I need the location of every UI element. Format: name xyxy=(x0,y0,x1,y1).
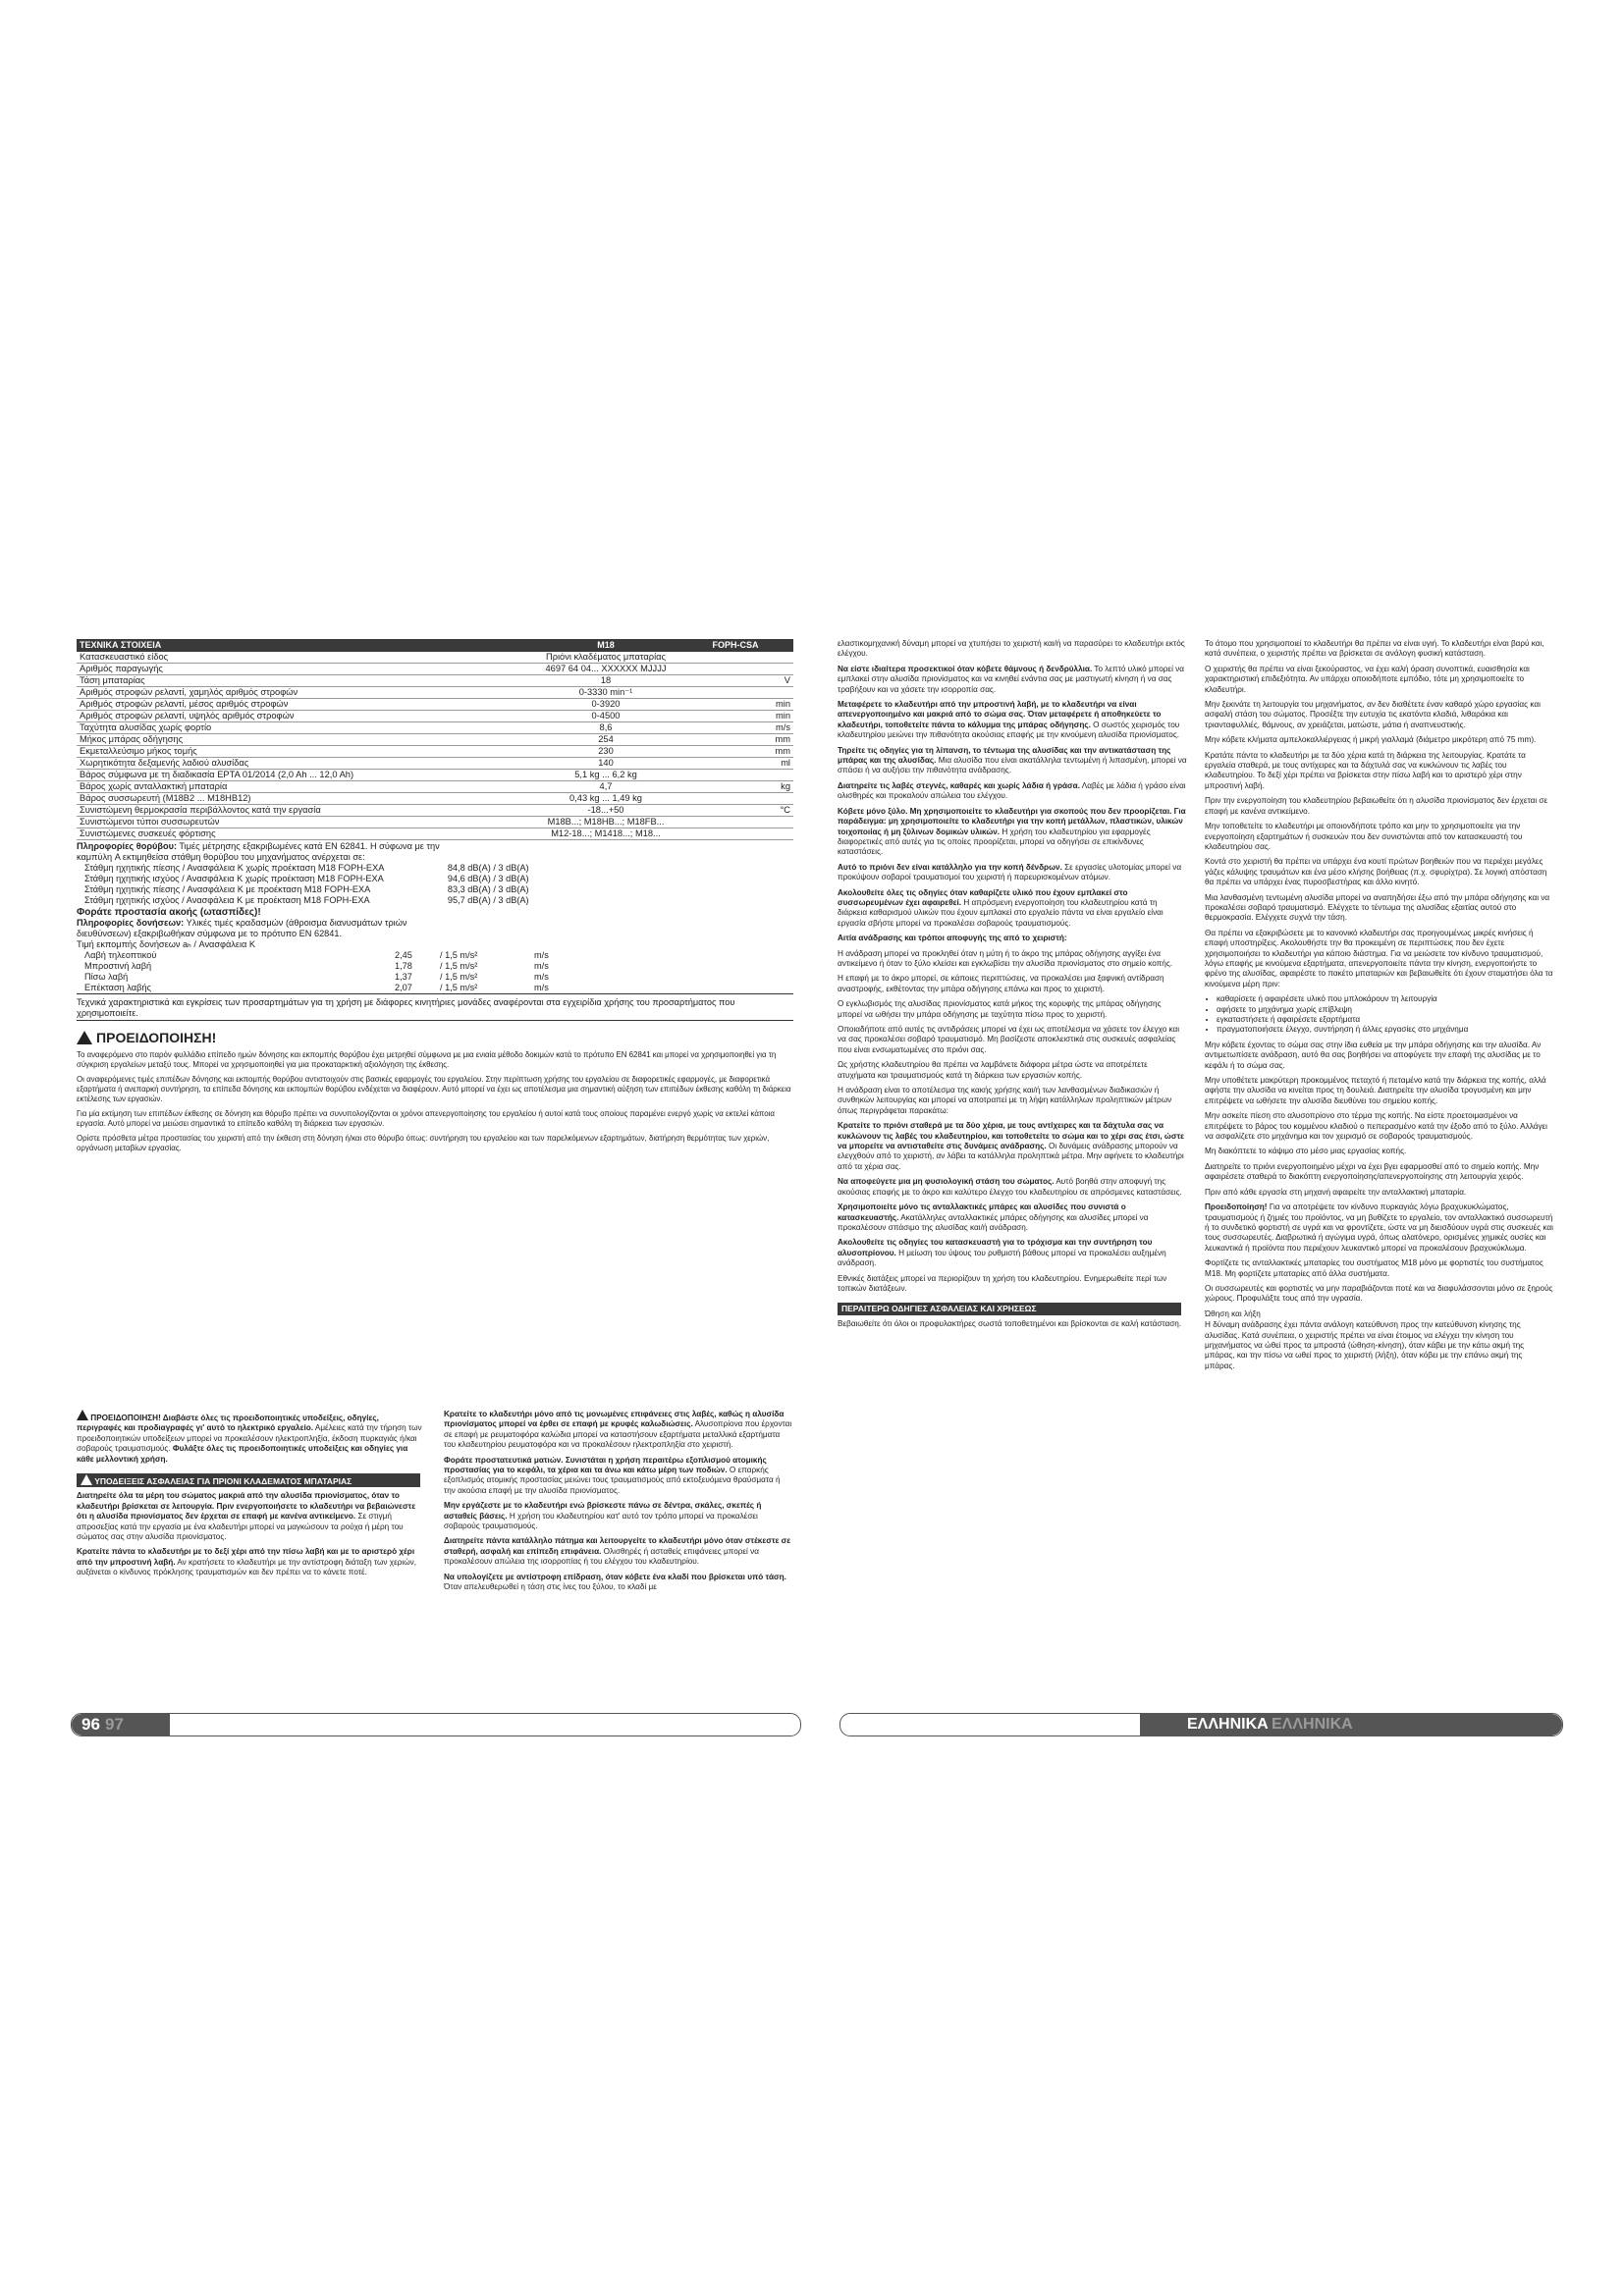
vibration-uncertainty: / 1,5 m/s² xyxy=(440,950,478,960)
noise-value: 83,3 dB(A) / 3 dB(A) xyxy=(447,884,529,894)
noise-row xyxy=(77,874,548,884)
vibration-label: Λαβή τηλεοπτικού xyxy=(84,950,157,960)
spec-row xyxy=(77,734,793,746)
spec-label: Αριθμός στροφών ρελαντί, μέσος αριθμός στροφών xyxy=(77,699,534,711)
vibration-value: 2,45 xyxy=(395,950,412,960)
warning-title: ΠΡΟΕΙΔΟΠΟΙΗΣΗ! xyxy=(96,1029,217,1045)
spec-row xyxy=(77,805,793,817)
spec-label: Κατασκευαστικό είδος xyxy=(77,652,534,664)
vibration-row xyxy=(77,972,793,983)
vibration-value: 1,78 xyxy=(395,961,412,971)
right-page xyxy=(838,639,1554,1370)
spec-label: Αριθμός στροφών ρελαντί, χαμηλός αριθμός στροφών xyxy=(77,687,534,699)
safety-paragraph: Μην κόβετε κλήματα αμπελοκαλλιέργειας ή μικρή γιαλλαμά (διάμετρο μικρότερη από 75 mm). xyxy=(1205,735,1537,745)
spec-unit: mm xyxy=(677,734,793,746)
noise-value: 84,8 dB(A) / 3 dB(A) xyxy=(447,863,529,873)
spec-unit: min xyxy=(677,711,793,722)
left-page xyxy=(77,639,793,1592)
noise-block xyxy=(77,841,793,1021)
safety-paragraph: Εθνικές διατάξεις μπορεί να περιορίζουν τη χρήση του κλαδευτηρίου. Ενημερωθείτε περί των τοπικών διατάξεων. xyxy=(838,1273,1167,1293)
spec-value: 0-4500 xyxy=(534,711,677,722)
noise-row xyxy=(77,863,548,874)
vibration-unit: m/s xyxy=(534,961,549,971)
maintenance-bullet-list xyxy=(1205,994,1554,1036)
safety-paragraph: Κρατάτε πάντα το κλαδευτήρι με τα δύο χέρια κατά τη διάρκεια της λειτουργίας. Κρατάτε τα εργαλεία σταθερά, με τους αντίχειρες και τα δάχτυλά σας να κυκλώνουν τις λαβές του κλαδευτηρίου. Το δεξί χέρι πρέπει να βρίσκεται στην πίσω λαβή και το αριστερό χέρι στην μπροστινή λαβή. xyxy=(1205,750,1526,790)
spec-value: 5,1 kg ... 6,2 kg xyxy=(534,770,677,781)
vibration-intro: Υλικές τιμές κραδασμών (άθροισμα διανυσμάτων τριών διευθύνσεων) εξακριβωθήκαν σύμφωνα με το πρότυπο EN 62841. xyxy=(77,918,407,938)
spec-row xyxy=(77,817,793,828)
vibration-uncertainty: / 1,5 m/s² xyxy=(437,983,531,994)
spec-unit: °C xyxy=(677,805,793,817)
noise-value: 94,6 dB(A) / 3 dB(A) xyxy=(447,874,529,883)
vibration-title: Πληροφορίες δονήσεων: xyxy=(77,918,185,928)
spec-unit: kg xyxy=(677,781,793,793)
spec-footnote: Τεχνικά χαρακτηριστικά και εγκρίσεις των προσαρτημάτων για τη χρήση με διάφορες κινητήριες μονάδες αναφέρονται στα εγχειρίδια χρήσης του προσαρτήματος που χρησιμοποιείτε. xyxy=(77,997,793,1021)
spec-row xyxy=(77,758,793,770)
spec-unit xyxy=(677,817,793,828)
spec-unit xyxy=(677,664,793,675)
spec-value: 254 xyxy=(534,734,677,746)
spec-unit: ml xyxy=(677,758,793,770)
vibration-unit: m/s xyxy=(534,972,549,982)
vibration-label: Επέκταση λαβής xyxy=(77,983,392,994)
page-number-badge xyxy=(72,1714,170,1735)
safety-column-d xyxy=(838,639,1187,1334)
spec-value: 140 xyxy=(534,758,677,770)
warning-paragraph: Ορίστε πρόσθετα μέτρα προστασίας του χειριστή από την έκθεση στη δόνηση ή/και στο θόρυβο όπως: συντήρηση του εργαλείου και των παρελκόμενων εξαρτημάτων, διατήρηση θερμότητας των χεριών, οργάνωση μεταβίων εργασίας. xyxy=(77,1134,770,1152)
safety-paragraph: Τηρείτε τις οδηγίες για τη λίπανση, το τέντωμα της αλυσίδας και την αντικατάσταση της μπάρας και της αλυσίδας. Μια αλυσίδα που είναι ακατάλληλα τεντωμένη ή λιπασμένη, μπορεί να σπάσει ή να αυξήσει την πιθανότητα ανάδρασης. xyxy=(838,745,1187,775)
vibration-uncertainty: / 1,5 m/s² xyxy=(440,961,478,971)
safety-paragraph: Προειδοποίηση! Για να αποτρέψετε τον κίνδυνο πυρκαγιάς λόγω βραχυκυκλώματος, τραυματισμούς ή ζημιές του προϊόντος, να μη βυθίζετε το εργαλείο, τον ανταλλακτικό συσσωρευτή ή το συνδετικό φορτιστή σε υγρά και να φροντίζετε, ώστε να μη διεισδύουν υγρά στις συσκευές και τους συσσωρευτές. Διαβρωτικά ή αγώγιμα υγρά, όπως αλατόνερο, ορισμένες χημικές ουσίες και λευκαντικά ή προϊόντα που περιέχουν λευκαντικό μπορεί να προκαλέσουν βραχυκύκλωμα. xyxy=(1205,1202,1553,1253)
spec-label: Συνιστώμενες συσκευές φόρτισης xyxy=(77,828,534,840)
spec-value: 230 xyxy=(534,746,677,758)
noise-value: 95,7 dB(A) / 3 dB(A) xyxy=(447,895,529,905)
noise-label: Στάθμη ηχητικής πίεσης / Ανασφάλεια K χωρίς προέκταση M18 FOPH-EXA xyxy=(84,863,385,873)
kickback-heading: Αιτία ανάδρασης και τρόποι αποφυγής της από το χειριστή: xyxy=(838,934,1067,943)
safety-paragraph: Κρατείτε το κλαδευτήρι μόνο από τις μονωμένες επιφάνειες στις λαβές, καθώς η αλυσίδα πριονίσματος μπορεί να έρθει σε επαφή με κρυφές καλωδιώσεις. Αλυσοπρίονα που έρχονται σε επαφή με ρευματοφόρα καλώδια μπορεί να καταστήσουν εξαρτήματα μεταλλικά εξαρτήματα του κλαδευτηρίου ρευματοφόρα και να προκαλέσουν ηλεκτροπληξία στο χειριστή. xyxy=(444,1410,792,1450)
vibration-table xyxy=(77,950,793,994)
warning-paragraph: Για μία εκτίμηση των επιπέδων έκθεσης σε δόνηση και θόρυβο πρέπει να συνυπολογίζονται οι χρόνοι απενεργοποίησης του εργαλείου ή αυτοί κατά τους οποίους παραμένει ενεργό χωρίς να εκτελεί κάποια εργασία. Αυτό μπορεί να μειώσει σημαντικά το επίπεδο καθόλη τη διάρκεια των εργασιών. xyxy=(77,1109,775,1128)
safety-paragraph: Ως χρήστης κλαδευτηρίου θα πρέπει να λαμβάνετε διάφορα μέτρα ώστε να αποτρέπετε ατυχήματα και τραυματισμούς κατά τη διάρκεια των εργασιών κοπής. xyxy=(838,1060,1148,1080)
vibration-label: Μπροστινή λαβή xyxy=(84,961,152,971)
spec-row xyxy=(77,711,793,722)
noise-title: Πληροφορίες θορύβου: xyxy=(77,841,178,851)
vibration-unit: m/s xyxy=(534,950,549,960)
spec-label: Ταχύτητα αλυσίδας χωρίς φορτίο xyxy=(77,722,534,734)
vibration-row xyxy=(77,983,793,994)
spec-value: M12-18...; M1418...; M18... xyxy=(534,828,677,840)
safety-paragraph: Πριν την ενεργοποίηση του κλαδευτηρίου βεβαιωθείτε ότι η αλυσίδα πριονίσματος δεν έρχεται σε επαφή με κανένα αντικείμενο. xyxy=(1205,796,1548,816)
spec-row xyxy=(77,652,793,664)
safety-paragraph: Βεβαιωθείτε ότι όλοι οι προφυλακτήρες σωστά τοποθετημένοι και βρίσκονται σε καλή κατάσταση. xyxy=(838,1318,1182,1328)
safety-paragraph: Η επαφή με το άκρο μπορεί, σε κάποιες περιπτώσεις, να προκαλέσει μια ξαφνική αντίδραση αναστροφής, εκθέτοντας την μπάρα οδήγησης επάνω και προς το χειριστή. xyxy=(838,974,1164,993)
safety-paragraph: ελαστικομηχανική δύναμη μπορεί να χτυπήσει το χειριστή και/ή να παρασύρει το κλαδευτήρι εκτός ελέγχου. xyxy=(838,639,1185,659)
list-item: • αφήσετε το μηχάνημα χωρίς επίβλεψη xyxy=(1217,1005,1554,1015)
vibration-value: 1,37 xyxy=(395,972,412,982)
spec-unit: V xyxy=(677,675,793,687)
safety-paragraph: Μην τοποθετείτε το κλαδευτήρι με οποιονδήποτε τρόπο και μην το χρησιμοποιείτε για την ενεργοποίηση εξαρτημάτων ή συσκευών που δεν συνιστώνται από τον κατασκευαστή του κλαδευτηρίου σας. xyxy=(1205,822,1523,851)
safety-column-b xyxy=(77,1410,426,1583)
spec-column xyxy=(77,639,793,1158)
general-warning-paragraph: ΠΡΟΕΙΔΟΠΟΙΗΣΗ! Διαβάστε όλες τις προειδοποιητικές υποδείξεις, οδηγίες, περιγραφές και προδιαγραφές γι' αυτό το ηλεκτρικό εργαλείο. Αμέλειες κατά την τήρηση των προειδοποιητικών υποδείξεων μπορεί να προκαλέσουν ηλεκτροπληξία, έκδοση πυρκαγιάς ή/και σοβαρούς τραυματισμούς. Φυλάξτε όλες τις προειδοποιητικές υποδείξεις και οδηγίες για κάθε μελλοντική χρήση. xyxy=(77,1410,426,1465)
language-label-ghost: ΕΛΛΗΝΙΚΑ xyxy=(1272,1716,1353,1733)
spec-value: 0-3920 xyxy=(534,699,677,711)
safety-paragraph: Κρατείτε το πριόνι σταθερά με τα δύο χέρια, με τους αντίχειρες και τα δάχτυλα σας να κυκλώνουν τις λαβές του κλαδευτηρίου, και τοποθετείτε το σώμα και το χέρι σας έτσι, ώστε να μπορείτε να αντισταθείτε στις δυνάμεις ανάδρασης. Οι δυνάμεις ανάδρασης μπορούν να ελεγχθούν από το χειριστή, αν λάβει τα κατάλληλα προληπτικά μέτρα. Μην αφήνετε το κλαδευτήρι από τα χέρια σας. xyxy=(838,1121,1184,1171)
spec-label: Συνιστώμενη θερμοκρασία περιβάλλοντος κατά την εργασία xyxy=(77,805,534,817)
spec-header-row xyxy=(77,639,793,652)
safety-paragraph: Μια λανθασμένη τεντωμένη αλυσίδα μπορεί να αναπηδήσει έξω από την μπάρα οδήγησης και να προκαλέσει σοβαρό τραυματισμό. Ελέγχετε το τέντωμα της αλυσίδας εξαιτίας αυτού στο θερμοκρασία. Ελέγχετε συχνά την τάση. xyxy=(1205,892,1550,923)
spec-value: 0,43 kg ... 1,49 kg xyxy=(534,793,677,805)
safety-paragraph: Κοντά στο χειριστή θα πρέπει να υπάρχει ένα κουτί πρώτων βοηθειών που να περιέχει μεγάλες γάζες κάλυψης τραυμάτων και ένα μέσο κλήσης βοήθειας (π.χ. σφυρίχτρα). Σε λογική απόσταση θα πρέπει να υπάρχει ένας πυροσβεστήρας και άλλο κινητό. xyxy=(1205,857,1547,887)
spec-label: Αριθμός στροφών ρελαντί, υψηλός αριθμός στροφών xyxy=(77,711,534,722)
safety-paragraph: Κόβετε μόνο ξύλο. Μη χρησιμοποιείτε το κλαδευτήρι για σκοπούς που δεν προορίζεται. Για παράδειγμα: μη χρησιμοποιείτε το κλαδευτήρι για την κοπή μετάλλων, πλαστικών, υλικών τοιχοποιίας ή μη ξύλινων δομικών υλικών. Η χρήση του κλαδευτηρίου για εφαρμογές διαφορετικές από αυτές για τις οποίες προορίζεται, μπορεί να οδηγήσει σε επικίνδυνες καταστάσεις. xyxy=(838,806,1186,857)
noise-table xyxy=(77,863,548,906)
spec-label: Μήκος μπάρας οδήγησης xyxy=(77,734,534,746)
language-badge xyxy=(1140,1714,1562,1735)
spec-unit xyxy=(677,687,793,699)
spec-label: Αριθμός παραγωγής xyxy=(77,664,534,675)
vibration-value: 2,07 xyxy=(392,983,437,994)
spec-label: Χωρητικότητα δεξαμενής λαδιού αλυσίδας xyxy=(77,758,534,770)
kickback-heading: Ώθηση και λήξη xyxy=(1205,1308,1261,1318)
spec-value: 4697 64 04... XXXXXX MJJJJ xyxy=(534,664,677,675)
safety-paragraph: Αυτό το πριόνι δεν είναι κατάλληλο για την κοπή δένδρων. Σε εργασίες υλοτομίας μπορεί να προκύψουν σοβαροί τραυματισμοί του χειριστή ή παρευρισκομένων ατόμων. xyxy=(838,862,1182,882)
spec-label: Συνιστώμενοι τύποι συσσωρευτών xyxy=(77,817,534,828)
safety-paragraph: Διατηρείτε πάντα κατάλληλο πάτημα και λειτουργείτε το κλαδευτήρι μόνο όταν στέκεστε σε σταθερή, ασφαλή και επίπεδη επιφάνεια. Ολισθηρές ή ασταθείς επιφάνειες μπορεί να προκαλέσουν απώλεια της ισορροπίας ή του ελέγχου του κλαδευτηρίου. xyxy=(444,1536,791,1567)
noise-intro: Τιμές μέτρησης εξακριβωμένες κατά EN 62841. Η σύφωνα με την καμπύλη A εκτιμηθείσα στάθμη θορύβου του μηχανήματος ανέρχεται σε: xyxy=(77,841,440,862)
noise-row xyxy=(77,884,548,895)
right-footer-bar xyxy=(839,1713,1563,1736)
warning-paragraph: Οι αναφερόμενες τιμές επιπέδων δόνησης και εκπομπής θορύβου αντιστοιχούν στις βασικές εφαρμογές του εργαλείου. Στην περίπτωση χρήσης του εργαλείου σε διαφορετικές εφαρμογές, με διαφορετικά εξαρτήματα ή ανεπαρκή συντήρηση, τα επίπεδα δόνησης και εκπομπών θορύβου ενδέχεται να διαφέρουν. Αυτό μπορεί να έχει ως αποτέλεσμα μια σημαντική αύξηση των επιπέδων έκθεσης καθόλη τη διάρκεια εκτέλεσης των εργασιών. xyxy=(77,1075,791,1103)
vibration-label: Πίσω λαβή xyxy=(84,972,129,982)
page-number-ghost: 97 xyxy=(105,1715,124,1734)
warning-triangle-icon xyxy=(77,1031,92,1044)
spec-unit xyxy=(677,828,793,840)
page-number: 96 xyxy=(81,1715,100,1734)
safety-paragraph: Θα πρέπει να εξακριβώσετε με το κανονικό κλαδευτήρι σας προηγουμένως μικρές κινήσεις ή επαφή υποστηρίξεις. Ακολουθήστε την θα προκειμένη σε περιπτώσεις που δεν έχετε χρησιμοποιήσει το κλαδευτήρι για κάποιο διάστημα. Για να μειώσετε τον κίνδυνο τραυματισμού, λόγω επαφής με κινούμενα εξαρτήματα, απενεργοποιείτε πάντα την κίνηση, ενεργοποιήστε το φρένο της αλυσίδας, αφαιρέστε το πακέτο μπαταριών και βεβαιωθείτε ότι έχουν σταματήσει όλα τα κινούμενα μέρη πριν: xyxy=(1205,928,1553,988)
safety-paragraph: Διατηρείτε όλα τα μέρη του σώματος μακριά από την αλυσίδα πριονίσματος, όταν το κλαδευτήρι βρίσκεται σε λειτουργία. Πριν ενεργοποιήσετε το κλαδευτήρι να βεβαιώνεστε ότι η αλυσίδα πριονίσματος δεν έρχεται σε επαφή με κανένα αντικείμενο. Σε στιγμή απροσεξίας κατά την εργασία με ένα κλαδευτήρι μπορεί να μαγκώσουν τα ρούχα ή μέρη του σώματος σας στην αλυσίδα πριονίσματος. xyxy=(77,1491,416,1542)
safety-paragraph: Φορτίζετε τις ανταλλακτικές μπαταρίες του συστήματος M18 μόνο με φορτιστές του συστήματος M18. Μη φορτίζετε μπαταρίες από άλλα συστήματα. xyxy=(1205,1258,1543,1278)
ear-protection-note: Φοράτε προστασία ακοής (ωτασπίδες)! xyxy=(77,907,261,918)
spec-value: -18...+50 xyxy=(534,805,677,817)
safety-paragraph: Μην ξεκινάτε τη λειτουργία του μηχανήματος, αν δεν διαθέτετε έναν καθαρό χώρο εργασίας και ασφαλή στάση του σώματος. Προσέξτε την ευτυχία τις εκατόντα κλαδιά, λιθαράκια και τριανταφυλλιές, θάμνους, αν χρειάζεται, ματώστε, μάτια ή αναπνευστικής. xyxy=(1205,700,1541,729)
spec-unit: mm xyxy=(677,746,793,758)
section-heading-safety: ΥΠΟΔΕΙΞΕΙΣ ΑΣΦΑΛΕΙΑΣ ΓΙΑ ΠΡΙΟΝΙ ΚΛΑΔΕΜΑΤΟΣ ΜΠΑΤΑΡΙΑΣ xyxy=(77,1473,420,1487)
safety-paragraph: Φοράτε προστατευτικά ματιών. Συνιστάται η χρήση περαιτέρω εξοπλισμού ατομικής προστασίας για το κεφάλι, τα χέρια και τα άνω και κάτω μέρη των ποδιών. Ο επαρκής εξοπλισμός ατομικής προστασίας μειώνει τους τραυματισμούς από εκτοξευόμενα θραύσματα ή την ακούσια επαφή με την αλυσίδα πριονίσματος. xyxy=(444,1455,781,1495)
safety-paragraph: Μη διακόπτετε το κάψιμο στο μέσο μιας εργασίας κοπής. xyxy=(1205,1147,1407,1156)
safety-column-e xyxy=(1205,639,1554,1376)
language-label: ΕΛΛΗΝΙΚΑ xyxy=(1187,1716,1269,1733)
spec-value: 18 xyxy=(534,675,677,687)
safety-paragraph: Η ανάδραση μπορεί να προκληθεί όταν η μύτη ή το άκρο της μπάρας οδήγησης αγγίξει ένα αντικείμενο ή όταν το ξύλο κλείσει και εγκλωβίσει την αλυσίδα πριονίσματος στο σημείο κοπής. xyxy=(838,948,1173,968)
warning-heading xyxy=(77,1031,793,1044)
safety-paragraph: Διατηρείτε τις λαβές στεγνές, καθαρές και χωρίς λάδια ή γράσα. Λαβές με λάδια ή γράσο είναι ολισθηρές και προκαλούν απώλεια του ελέγχου. xyxy=(838,780,1186,801)
vibration-unit: m/s xyxy=(531,983,793,994)
safety-paragraph: Ο χειριστής θα πρέπει να είναι ξεκούραστος, να έχει καλή όραση συνοπτικά, ευαισθησία και χαρακτηριστική επιδεξιότητα. Αν υπάρχει οποιοδήποτε εμπόδιο, τότε μη χρησιμοποιείτε το κλαδευτήρι. xyxy=(1205,664,1530,694)
safety-paragraph: Μην κόβετε έχοντας το σώμα σας στην ίδια ευθεία με την μπάρα οδήγησης και την αλυσίδα. Αν αντιμετωπίσετε ανάδραση, αυτό θα σας βοηθήσει να αποφύγετε την επαφή της αλυσίδας με το κεφάλι ή το σώμα σας. xyxy=(1205,1040,1542,1070)
safety-paragraph: Χρησιμοποιείτε μόνο τις ανταλλακτικές μπάρες και αλυσίδες που συνιστά ο κατασκευαστής. Ακατάλληλες ανταλλακτικές μπάρες οδήγησης και αλυσίδες μπορεί να προκαλέσουν σπάσιμο της αλυσίδας και/ή ανάδραση. xyxy=(838,1202,1149,1232)
safety-paragraph: Να αποφεύγετε μια μη φυσιολογική στάση του σώματος. Αυτό βοηθά στην αποφυγή της ακούσιας επαφής με το άκρο και καλύτερο έλεγχο του κλαδευτηρίου σε απρόσμενες καταστάσεις. xyxy=(838,1177,1182,1197)
spec-header-variant: FOPH-CSA xyxy=(677,639,793,652)
warning-paragraph: Το αναφερόμενο στο παρόν φυλλάδιο επίπεδο ημών δόνησης και εκπομπής θορύβου έχει μετρηθεί σύμφωνα με μια ενιαία μέθοδο δοκιμών κατά το πρότυπο EN 62841 και μπορεί να χρησιμοποιηθεί για τη σύγκριση εργαλείων μεταξύ τους. Μπορεί να χρησιμοποιηθεί για μια προκαταρκτική αξιολόγηση της έκθεσης. xyxy=(77,1050,777,1069)
safety-paragraph: Να υπολογίζετε με αντίστροφη επίδραση, όταν κόβετε ένα κλαδί που βρίσκεται υπό τάση. Όταν απελευθερωθεί η τάση στις ίνες του ξύλου, το κλαδί με xyxy=(444,1572,786,1592)
list-item: • εγκαταστήσετε ή αφαιρέσετε εξαρτήματα xyxy=(1217,1015,1554,1025)
spec-label: Βάρος συσσωρευτή (M18B2 ... M18HB12) xyxy=(77,793,534,805)
spec-row xyxy=(77,770,793,781)
spec-value: M18B...; M18HB...; M18FB... xyxy=(534,817,677,828)
section-heading-further-safety: ΠΕΡΑΙΤΕΡΩ ΟΔΗΓΙΕΣ ΑΣΦΑΛΕΙΑΣ ΚΑΙ ΧΡΗΣΕΩΣ xyxy=(838,1303,1181,1314)
safety-paragraph: Το άτομο που χρησιμοποιεί το κλαδευτήρι θα πρέπει να είναι υγιή. Το κλαδευτήρι είναι βαρύ και, κατά συνέπεια, ο χειριστής πρέπει να βρίσκεται σε ανάλογη φυσική κατάσταση. xyxy=(1205,639,1544,659)
safety-paragraph: Διατηρείτε το πριόνι ενεργοποιημένο μέχρι να έχει βγει εφαρμοσθεί από το σημείο κοπής. Μην αφαιρέσετε σταθερά το διακόπτη ενεργοποίησης/απενεργοποίησης στη λειτουργία χειρός. xyxy=(1205,1161,1540,1182)
spec-row xyxy=(77,664,793,675)
list-item: • καθαρίσετε ή αφαιρέσετε υλικό που μπλοκάρουν τη λειτουργία xyxy=(1217,994,1554,1004)
safety-paragraph: Η δύναμη ανάδρασης έχει πάντα ανάλογη κατεύθυνση προς την κατεύθυνση κίνησης της αλυσίδας. Κατά συνέπεια, ο χειριστής πρέπει να είναι έτοιμος να ελέγχει την κίνηση του μηχανήματος να ώθεί προς τα μπροστά (ώθηση-κίνηση), όταν κάβει με την κάτω ακμή της μπάρας, και την πίσω να ωθεί προς το χειριστή (λήξη), όταν κόβει με την επάνω ακμή της μπάρας. xyxy=(1205,1320,1525,1370)
spec-unit: min xyxy=(677,699,793,711)
spec-label: Εκμεταλλεύσιμο μήκος τομής xyxy=(77,746,534,758)
safety-paragraph: Να είστε ιδιαίτερα προσεκτικοί όταν κόβετε θάμνους ή δενδρύλλια. Το λεπτό υλικό μπορεί να εμπλακεί στην αλυσίδα πριονίσματος και να κινηθεί ενάντια σας με μαστιγωτή κίνηση ή να σας τραβήξουν και να χάσετε την ισορροπία σας. xyxy=(838,664,1185,694)
noise-label: Στάθμη ηχητικής ισχύος / Ανασφάλεια K χωρίς προέκταση M18 FOPH-EXA xyxy=(84,874,384,883)
left-footer-bar xyxy=(71,1713,801,1736)
warning-triangle-icon xyxy=(81,1474,92,1485)
spec-table xyxy=(77,639,793,840)
spec-value: 4,7 xyxy=(534,781,677,793)
spec-header-title: ΤΕΧΝΙΚΑ ΣΤΟΙΧΕΙΑ xyxy=(77,639,534,652)
safety-paragraph: Μεταφέρετε το κλαδευτήρι από την μπροστινή λαβή, με το κλαδευτήρι να είναι απενεργοποιημένο και μακριά από το σώμα σας. Όταν μεταφέρετε ή αποθηκεύετε το κλαδευτήρι, τοποθετείτε πάντα το κάλυμμα της μπάρας οδήγησης. Ο σωστός χειρισμός του κλαδευτηρίου μειώνει την πιθανότητα ακούσιας επαφής με την κινούμενη αλυσίδα πριονίσματος. xyxy=(838,700,1180,740)
safety-paragraph: Οι συσσωρευτές και φορτιστές να μην παραβιάζονται ποτέ και να διαφυλάσσονται μόνο σε ξηρούς χώρους. Προφυλάξτε τους από την υγρασία. xyxy=(1205,1283,1553,1304)
noise-row xyxy=(77,895,548,906)
spec-label: Βάρος σύμφωνα με τη διαδικασία EPTA 01/2014 (2,0 Ah ... 12,0 Ah) xyxy=(77,770,534,781)
safety-paragraph: Μην υποθέτετε μακρύτερη προκομμένος πεταχτό ή πεταμένο κατά την διάρκεια της κοπής, αλλά αφήστε την αλυσίδα να κινείται προς τη δουλειά. Διατηρείτε την αλυσίδα τρογυσμένη και μην επιτρέψετε να ωθήσετε την αλυσίδα διευθύνει του σημείου κοπής. xyxy=(1205,1076,1546,1105)
spec-row xyxy=(77,699,793,711)
spec-row xyxy=(77,746,793,758)
spec-label: Βάρος χωρίς ανταλλακτική μπαταρία xyxy=(77,781,534,793)
spec-unit xyxy=(677,652,793,664)
safety-paragraph: Μην ασκείτε πίεση στο αλυσοπρίονο στο τέρμα της κοπής. Να είστε προετοιμασμένοι να επιτρέψετε το βάρος του κομμένου κλαδιού ο πεπερασμένο κατά την έξοδο από το ξύλο. Αλλάγει να ασφαλίζετε στο μηχάνημα και τον χειρισμό σε σοβαρούς τραυματισμούς. xyxy=(1205,1111,1548,1142)
vibration-uncertainty: / 1,5 m/s² xyxy=(440,972,478,982)
spec-row xyxy=(77,781,793,793)
spec-header-model: M18 xyxy=(534,639,677,652)
spec-row xyxy=(77,828,793,840)
spec-row xyxy=(77,675,793,687)
vibration-subtitle: Τιμή εκπομπής δονήσεων aₕ / Ανασφάλεια K xyxy=(77,939,256,949)
spec-row xyxy=(77,793,793,805)
vibration-row xyxy=(77,950,793,961)
safety-paragraph: Πριν από κάθε εργασία στη μηχανή αφαιρείτε την ανταλλακτική μπαταρία. xyxy=(1205,1187,1467,1197)
safety-paragraph: Κρατείτε πάντα το κλαδευτήρι με το δεξί χέρι από την πίσω λαβή και με το αριστερό χέρι από την μπροστινή λαβή. Αν κρατήσετε το κλαδευτήρι με την αντίστροφη διάταξη των χεριών, αυξάνεται ο κίνδυνος πρόκλησης τραυματισμών και δεν πρέπει να το κάνετε ποτέ. xyxy=(77,1547,416,1577)
safety-paragraph: Ακολουθείτε όλες τις οδηγίες όταν καθαρίζετε υλικό που έχουν εμπλακεί στο συσσωρευμένων έχει αφαιρεθεί. Η απρόσμενη ενεργοποίηση του κλαδευτηρίου κατά τη διάρκεια καθαρισμού υλικών που έχουν εμπλακεί στο εργαλείο πάντα να είναι εργαλείο είναι εργασία σβήστε μπορεί να προκαλέσει σοβαρούς τραυματισμούς. xyxy=(838,887,1164,928)
spec-label: Τάση μπαταρίας xyxy=(77,675,534,687)
warning-triangle-icon xyxy=(77,1410,88,1420)
safety-paragraph: Ακολουθείτε τις οδηγίες του κατασκευαστή για το τρόχισμα και την συντήρηση του αλυσοπρίονου. Η μείωση του ύψους του ρυθμιστή βάθους μπορεί να προκαλέσει αυξημένη ανάδραση. xyxy=(838,1238,1166,1268)
safety-paragraph: Ο εγκλωβισμός της αλυσίδας πριονίσματος κατά μήκος της κορυφής της μπάρας οδήγησης μπορεί να ωθήσει την μπάρα οδήγησης με ταχύτητα πίσω προς το χειριστή. xyxy=(838,999,1162,1019)
spec-unit xyxy=(677,793,793,805)
spec-value: 0-3330 min⁻¹ xyxy=(534,687,677,699)
spec-value: 8,6 xyxy=(534,722,677,734)
safety-column-c xyxy=(444,1410,793,1598)
safety-paragraph: Οποιαδήποτε από αυτές τις αντιδράσεις μπορεί να έχει ως αποτέλεσμα να χάσετε τον έλεγχο και να σας προκαλέσει σοβαρό τραυματισμό. Μη βασίζεστε αποκλειστικά στις συσκευές ασφαλείας που είναι ενσωματωμένες στο πριόνι σας. xyxy=(838,1025,1180,1054)
list-item: • πραγματοποιήσετε έλεγχο, συντήρηση ή άλλες εργασίες στο μηχάνημα xyxy=(1217,1025,1554,1035)
noise-label: Στάθμη ηχητικής ισχύος / Ανασφάλεια K με προέκταση M18 FOPH-EXA xyxy=(84,895,370,905)
spec-unit xyxy=(677,770,793,781)
safety-paragraph: Μην εργάζεστε με το κλαδευτήρι ενώ βρίσκεστε πάνω σε δέντρα, σκάλες, σκεπές ή ασταθείς βάσεις. Η χρήση του κλαδευτηρίου κατ' αυτό τον τρόπο μπορεί να προκαλέσει σοβαρούς τραυματισμούς. xyxy=(444,1501,762,1531)
spec-row xyxy=(77,722,793,734)
safety-paragraph: Η ανάδραση είναι το αποτέλεσμα της κακής χρήσης και/ή των λανθασμένων διαδικασιών ή συνθηκών λειτουργίας και μπορεί να αποτραπεί με τη λήψη κατάλληλων προληπτικών μέτρων όπως περιγράφεται παρακάτω: xyxy=(838,1086,1172,1115)
spec-row xyxy=(77,687,793,699)
vibration-row xyxy=(77,961,793,972)
spec-value: Πριόνι κλαδέματος μπαταρίας xyxy=(534,652,677,664)
spec-unit: m/s xyxy=(677,722,793,734)
noise-label: Στάθμη ηχητικής πίεσης / Ανασφάλεια K με προέκταση M18 FOPH-EXA xyxy=(84,884,371,894)
